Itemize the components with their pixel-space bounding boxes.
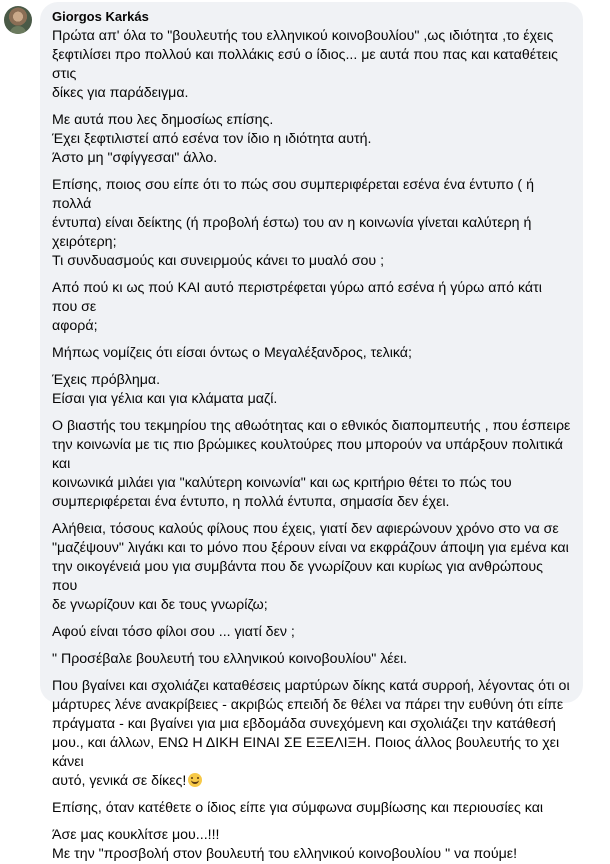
comment-paragraph xyxy=(52,176,571,271)
comment-line: Ο βιαστής του τεκμηρίου της αθωότητας και ο εθνικός διαπομπευτής , που έσπειρε xyxy=(52,418,571,434)
comment-paragraph xyxy=(52,623,571,642)
comment-paragraph xyxy=(52,677,571,791)
comment-paragraph xyxy=(52,279,571,336)
comment-line: κοινωνικά μιλάει για "καλύτερη κοινωνία" και ως κριτήριο θέτει το πώς του xyxy=(52,475,512,491)
comment-line: " Προσέβαλε βουλευτή του ελληνικού κοινοβουλίου" λέει. xyxy=(52,651,408,667)
comment-paragraph xyxy=(52,650,571,669)
comment-line: συμπεριφέρεται ένα έντυπο, η πολλά έντυπα, σημασία δεν έχει. xyxy=(52,494,450,510)
comment-line: χειρότερη; xyxy=(52,234,117,250)
comment-paragraph xyxy=(52,799,571,818)
comment-line: Τι συνδυασμούς και συνειρμούς κάνει το μυαλό σου ; xyxy=(52,253,385,269)
comment-body xyxy=(52,27,571,864)
comment-line: Επίσης, ποιος σου είπε ότι το πώς σου συμπεριφέρεται εσένα ένα έντυπο ( ή πολλά xyxy=(52,177,534,212)
grinning-face-emoji-icon xyxy=(188,773,202,787)
comment-line: Άστο μη "σφίγγεσαι" άλλο. xyxy=(52,150,218,166)
comment-line: Με αυτά που λες δημοσίως επίσης. xyxy=(52,112,274,128)
comment-line: Μήπως νομίζεις ότι είσαι όντως ο Μεγαλέξανδρος, τελικά; xyxy=(52,345,412,361)
comment-line: Πρώτα απ' όλα το "βουλευτής του ελληνικού κοινοβουλίου" ,ως ιδιότητα ,το έχεις xyxy=(52,28,554,44)
comment-line: αφορά; xyxy=(52,318,98,334)
comment-line: Αφού είναι τόσο φίλοι σου ... γιατί δεν ; xyxy=(52,624,295,640)
comment-bubble xyxy=(40,2,583,862)
comment-line: Από πού κι ως πού ΚΑΙ αυτό περιστρέφεται γύρω από εσένα ή γύρω από κάτι που σε xyxy=(52,280,542,315)
comment-line: Έχει ξεφτιλιστεί από εσένα τον ίδιο η ιδιότητα αυτή. xyxy=(52,131,372,147)
comment-line: έντυπα) είναι δείκτης (ή προβολή έστω) του αν η κοινωνία γίνεται καλύτερη ή xyxy=(52,215,532,231)
comment-line: ξεφτιλίσει προ πολλού και πολλάκις εσύ ο ίδιος... με αυτά που πας και καταθέτεις στις xyxy=(52,47,559,82)
comment-line: "μαζέψουν" λιγάκι και το μόνο που ξέρουν είναι να εκφράζουν άποψη για εμένα και xyxy=(52,540,569,556)
comment-line: Αλήθεια, τόσους καλούς φίλους που έχεις, γιατί δεν αφιερώνουν χρόνο στο να σε xyxy=(52,521,559,537)
comment-author[interactable]: Giorgos Karkás xyxy=(52,9,149,24)
comment-line: Επίσης, όταν κατέθετε ο ίδιος είπε για σύμφωνα συμβίωσης και περιουσίες και xyxy=(52,800,544,816)
comment-line: Είσαι για γέλια και για κλάματα μαζί. xyxy=(52,391,278,407)
comment-paragraph xyxy=(52,826,571,864)
comment-line: Που βγαίνει και σχολιάζει καταθέσεις μαρτύρων δίκης κατά συρροή, λέγοντας ότι οι xyxy=(52,678,570,694)
comment-line: την οικογένειά μου για συμβάντα που δε γνωρίζουν και κυρίως για ανθρώπους που xyxy=(52,559,543,594)
comment-line: μου., και άλλων, ΕΝΩ Η ΔΙΚΗ ΕΙΝΑΙ ΣΕ ΕΞΕΛΙΞΗ. Ποιος άλλος βουλευτής το χει κάνει xyxy=(52,735,560,770)
comment-line: πράγματα - και βγαίνει για μια εβδομάδα συνεχόμενη και σχολιάζει την κατάθεσή xyxy=(52,716,556,732)
comment-line: δίκες για παράδειγμα. xyxy=(52,85,189,101)
comment-line: Άσε μας κουκλίτσε μου...!!! xyxy=(52,827,220,843)
comment-line: μάρτυρες λένε ανακρίβειες - ακριβώς επειδή δε θέλει να πάρει την ευθύνη ότι είπε xyxy=(52,697,564,713)
comment-paragraph xyxy=(52,371,571,409)
comment-paragraph xyxy=(52,417,571,512)
comment-line: Έχεις πρόβλημα. xyxy=(52,372,161,388)
avatar[interactable] xyxy=(4,6,32,34)
comment-paragraph xyxy=(52,111,571,168)
comment-line: Με την "προσβολή στον βουλευτή του ελληνικού κοινοβουλίου " να πούμε! xyxy=(52,846,518,862)
comment-line: την κοινωνία με τις πιο βρώμικες κουλτούρες που μπορούν να υπάρξουν πολιτικά και xyxy=(52,437,563,472)
comment-paragraph xyxy=(52,27,571,103)
comment-paragraph xyxy=(52,344,571,363)
comment-paragraph xyxy=(52,520,571,615)
comment-line: δε γνωρίζουν και δε τους γνωρίζω; xyxy=(52,597,268,613)
comment-line: αυτό, γενικά σε δίκες! xyxy=(52,773,187,789)
